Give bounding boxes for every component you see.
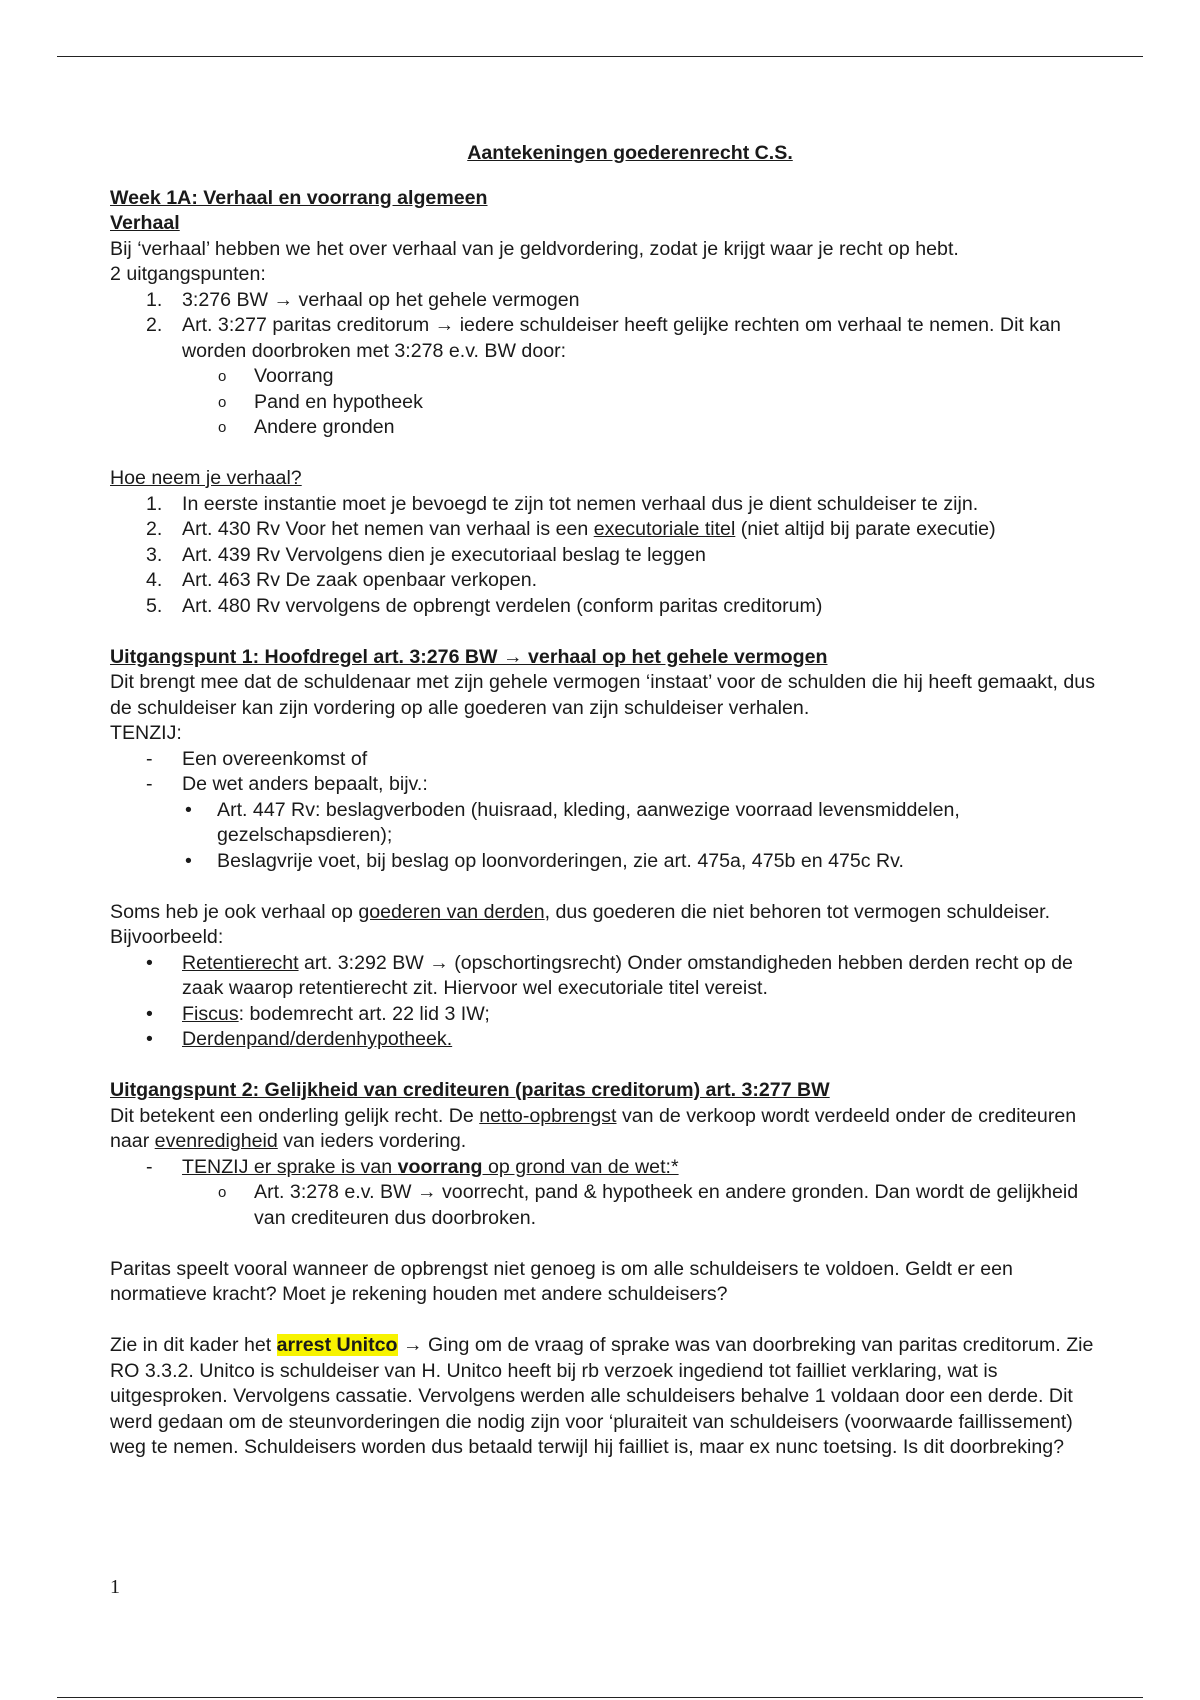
list-item: • Derdenpand/derdenhypotheek. xyxy=(146,1028,453,1050)
list-item: o Voorrang xyxy=(218,365,334,387)
list-item: • Retentierecht art. 3:292 BW → (opschortingsrecht) Onder omstandigheden hebben derden recht op de zaak waarop retentierecht zit. Hiervoor wel executoriale titel vereist. xyxy=(146,951,1073,999)
voorrang-list xyxy=(110,1155,1110,1181)
exceptions-sublist xyxy=(110,364,1110,441)
header-rule xyxy=(57,56,1143,57)
tenzij-label: TENZIJ: xyxy=(110,722,182,744)
uitgangspunt-2-body: Dit betekent een onderling gelijk recht. De netto-opbrengst van de verkoop wordt verdeeld onder de crediteuren naar evenredigheid van ieders vordering. xyxy=(110,1104,1077,1152)
footer-rule xyxy=(57,1697,1143,1698)
highlighted-case-name: arrest Unitco xyxy=(276,1334,398,1356)
paritas-paragraph: Paritas speelt vooral wanneer de opbrengst niet genoeg is om alle schuldeisers te voldoen. Geldt er een normatieve kracht? Moet je rekening houden met andere schuldeisers? xyxy=(110,1257,1013,1305)
voorrang-sublist xyxy=(110,1180,1110,1231)
list-item: • Fiscus: bodemrecht art. 22 lid 3 IW; xyxy=(146,1002,490,1025)
derden-examples-list xyxy=(110,951,1110,1053)
list-item: 2. Art. 430 Rv Voor het nemen van verhaal is een executoriale titel (niet altijd bij parate executie) xyxy=(146,518,996,540)
uitgangspunt-2-heading: Uitgangspunt 2: Gelijkheid van crediteuren (paritas creditorum) art. 3:277 BW xyxy=(110,1079,830,1101)
uitgangspunt-1-body: Dit brengt mee dat de schuldenaar met zijn gehele vermogen ‘instaat’ voor de schulden die hij heeft gemaakt, dus de schuldeiser kan zijn vordering op alle goederen van zijn schuldeiser verhalen. xyxy=(110,671,1095,719)
list-item: 1. 3:276 BW → verhaal op het gehele vermogen xyxy=(146,288,580,311)
hoe-heading: Hoe neem je verhaal? xyxy=(110,467,302,489)
tenzij-list xyxy=(110,747,1110,798)
list-item: • Beslagvrije voet, bij beslag op loonvorderingen, zie art. 475a, 475b en 475c Rv. xyxy=(185,849,904,872)
points-intro: 2 uitgangspunten: xyxy=(110,263,266,285)
list-item: 1. In eerste instantie moet je bevoegd te zijn tot nemen verhaal dus je dient schuldeiser te zijn. xyxy=(146,492,979,515)
week-heading: Week 1A: Verhaal en voorrang algemeen xyxy=(110,186,488,209)
list-item: 4. Art. 463 Rv De zaak openbaar verkopen. xyxy=(146,569,538,591)
document-title: Aantekeningen goederenrecht C.S. xyxy=(467,142,793,164)
list-item: - TENZIJ er sprake is van voorrang op grond van de wet:* xyxy=(146,1155,679,1178)
list-item: 3. Art. 439 Rv Vervolgens dien je executoriaal beslag te leggen xyxy=(146,543,706,566)
list-item: o Art. 3:278 e.v. BW → voorrecht, pand & hypotheek en andere gronden. Dan wordt de gelijkheid van crediteuren dus doorbroken. xyxy=(218,1181,1079,1229)
list-item: - Een overeenkomst of xyxy=(146,747,368,770)
unitco-paragraph: Zie in dit kader het arrest Unitco → Ging om de vraag of sprake was van doorbreking van paritas creditorum. Zie RO 3.3.2. Unitco is schuldeiser van H. Unitco heeft bij rb verzoek ingediend tot failliet verklaring, wat is uitgesproken. Vervolgens cassatie. Vervolgens werden alle schuldeisers behalve 1 voldaan door een derde. Dit werd gedaan om de steunvorderingen die nodig zijn voor ‘pluraiteit van schuldeisers (voorwaarde faillissement) weg te nemen. Schuldeisers worden dus betaald terwijl hij failliet is, maar ex nunc toetsing. Is dit doorbreking? xyxy=(110,1334,1094,1458)
principles-list xyxy=(110,288,1110,365)
list-item: o Pand en hypotheek xyxy=(218,390,423,413)
list-item: o Andere gronden xyxy=(218,416,395,438)
verhaal-heading: Verhaal xyxy=(110,212,180,234)
page-number: 1 xyxy=(110,1576,120,1598)
wet-examples-list xyxy=(110,798,1110,875)
list-item: 5. Art. 480 Rv vervolgens de opbrengt verdelen (conform paritas creditorum) xyxy=(146,594,823,617)
derden-paragraph: Soms heb je ook verhaal op goederen van derden, dus goederen die niet behoren tot vermogen schuldeiser. Bijvoorbeeld: xyxy=(110,900,1051,948)
steps-list xyxy=(110,492,1110,620)
uitgangspunt-1-heading: Uitgangspunt 1: Hoofdregel art. 3:276 BW → verhaal op het gehele vermogen xyxy=(110,645,828,668)
list-item: 2. Art. 3:277 paritas creditorum → iedere schuldeiser heeft gelijke rechten om verhaal te nemen. Dit kan worden doorbroken met 3:278 e.v. BW door: xyxy=(146,314,1061,362)
list-item: - De wet anders bepaalt, bijv.: xyxy=(146,773,428,795)
verhaal-intro: Bij ‘verhaal’ hebben we het over verhaal van je geldvordering, zodat je krijgt waar je recht op hebt. xyxy=(110,237,959,260)
document-body xyxy=(110,141,1110,1461)
list-item: • Art. 447 Rv: beslagverboden (huisraad, kleding, aanwezige voorraad levensmiddelen, gezelschapsdieren); xyxy=(185,798,960,846)
